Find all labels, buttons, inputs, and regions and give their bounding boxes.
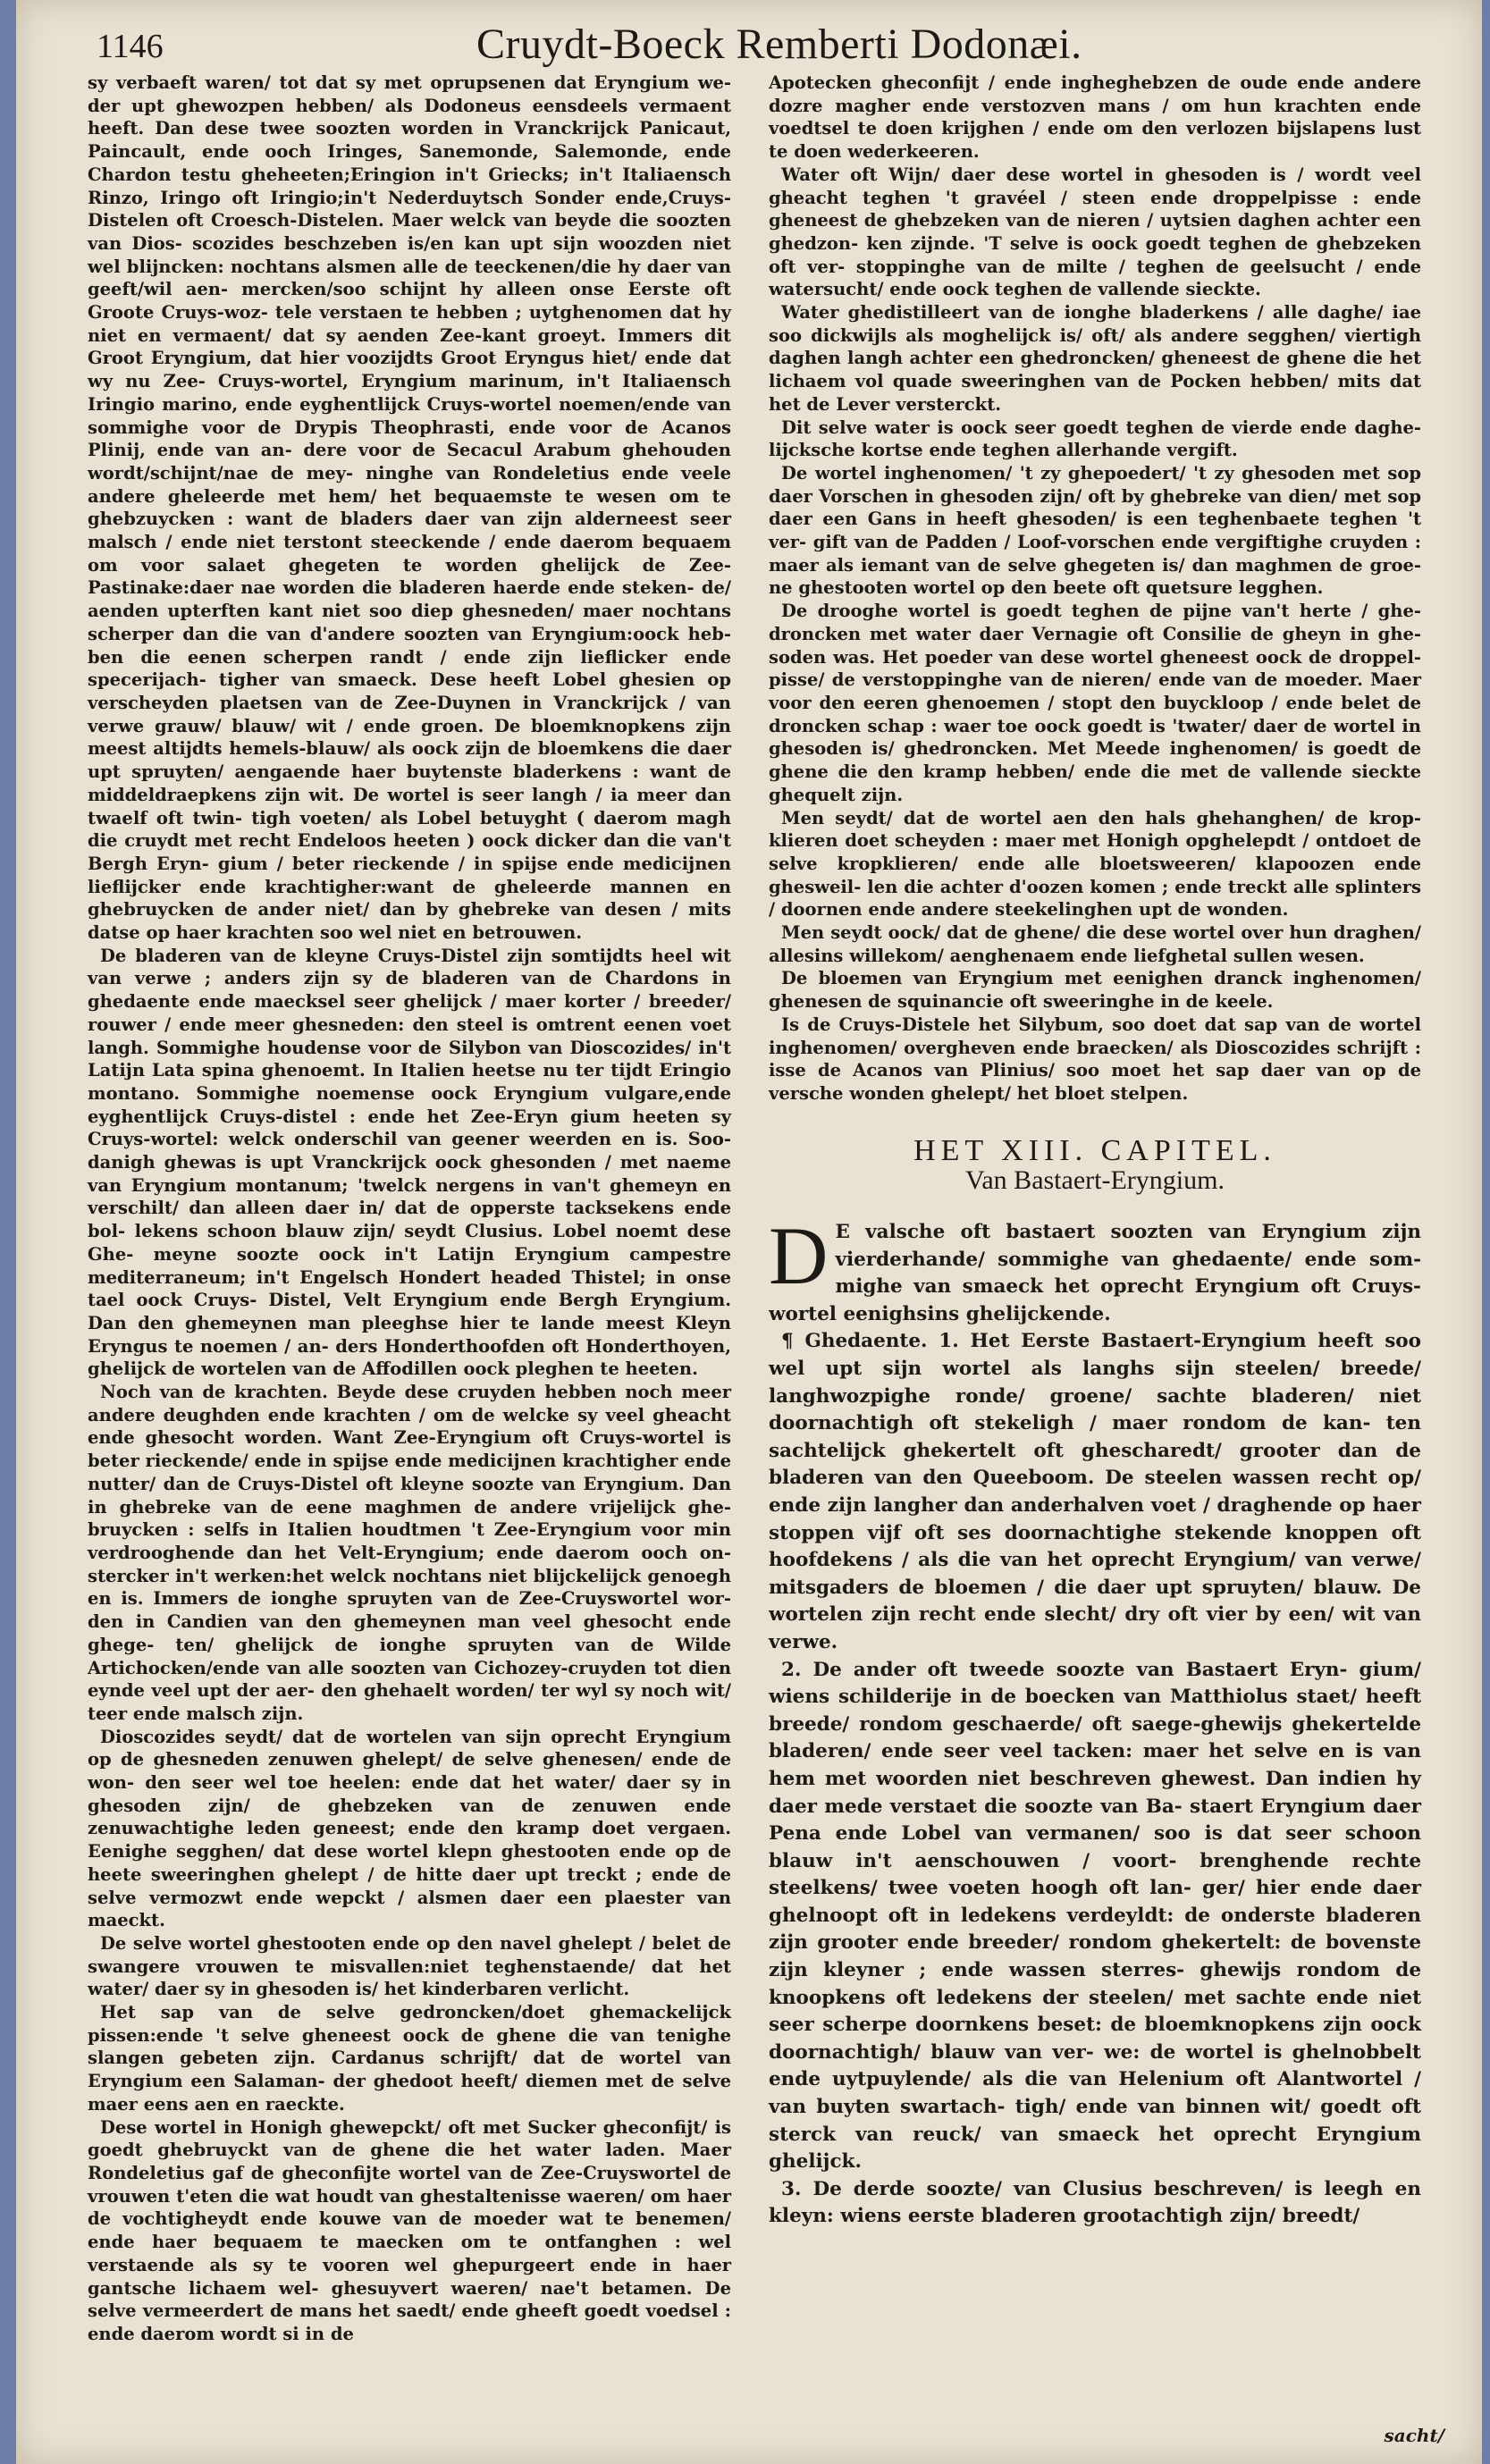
book-page <box>16 0 1482 2464</box>
intro-text: E valsche oft bastaert soozten van Eryngium zijn vierderhande/ sommighe van ghedaente/ ende som- mighe van smaeck het oprecht Eryngium oft Cruys- wortel eenighsins ghelijckende. <box>769 1221 1421 1325</box>
left-paragraph: Noch van de krachten. Beyde dese cruyden hebben noch meer andere deughden ende krachten / om de welcke sy veel gheacht ende ghesocht worden. Want Zee-Eryngium oft Cruys-wortel is beter rieckende/ ende in spijse ende medicijnen krachtigher ende nutter/ dan de Cruys-Distel oft kleyne soozte van Eryngium. Dan in ghebreke van de eene maghmen de andere vrijelijck ghe- bruycken : selfs in Italien houdtmen 't Zee-Eryngium voor min verdrooghende dan het Velt-Eryngium; ende daerom ooch on- stercker in't werken:het welck nochtans niet blijckelijck genoegh en is. Immers de ionghe spruyten van de Zee-Cruyswortel wor- den in Candien van den ghemeynen man veel ghesocht ende ghege- ten/ ghelijck de ionghe spruyten van de Wilde Artichocken/ende van alle soozten van Cichozey-cruyden tot dien eynde veel upt der aer- den ghehaelt worden/ ter wyl sy noch wit/ teer ende malsch zijn. <box>88 1382 731 1724</box>
drop-cap: D <box>769 1210 829 1302</box>
right-paragraph: De wortel inghenomen/ 't zy ghepoedert/ 't zy ghesoden met sop daer Vorschen in ghesoden zijn/ oft by ghebreke van dien/ met sop daer een Gans in heeft ghesoden/ is een teghenbaete teghen 't ver- gift van de Padden / Loof-vorschen ende vergiftighe cruyden : maer als iemant van de selve ghegeten is/ dan maghmen de groe- ne ghestooten wortel op den beete oft quetsure legghen. <box>769 462 1421 599</box>
right-paragraph: ¶ Ghedaente. 1. Het Eerste Bastaert-Eryngium heeft soo wel upt sijn wortel als langhs sijn steelen/ breede/ langhwozpighe ronde/ groene/ sachte bladeren/ niet doornachtigh oft stekeligh / maer rondom de kan- ten sachtelijck ghekertelt oft ghescharedt/ grooter dan de bladeren van den Queeboom. De steelen wassen recht op/ ende zijn langher dan anderhalven voet / draghende op haer stoppen vijf oft ses doornachtighe stekende knoppen oft hoofdekens / als die van het oprecht Eryngium/ van verwe/ mitsgaders de bloemen / die daer upt spruyten/ blauw. De wortelen zijn recht ende slecht/ dry oft vier by een/ wit van verwe. <box>769 1330 1421 1653</box>
page-number: 1146 <box>97 28 164 65</box>
right-paragraph: De drooghe wortel is goedt teghen de pijne van't herte / ghe- droncken met water daer Vernagie oft Consilie de gheyn in ghe- soden was. Het poeder van dese wortel gheneest oock de droppel- pisse/ de verstoppinghe van de nieren/ ende van de moeder. Maer voor den eeren ghenoemen / stopt den buyckloop / ende belet de droncken schap : waer toe oock goedt is 'twater/ daer de wortel in ghesoden is/ ghedroncken. Met Meede inghenomen/ is goedt de ghene die den kramp hebben/ ende die met de vallende sieckte ghequelt zijn. <box>769 601 1421 805</box>
right-paragraph: Men seydt oock/ dat de ghene/ die dese wortel over hun draghen/ allesins willekom/ aenghenaem ende liefghetal sullen wesen. <box>769 922 1421 966</box>
right-paragraph: Water oft Wijn/ daer dese wortel in ghesoden is / wordt veel gheacht teghen 't gravéel / steen ende droppelpisse : ende gheneest de ghebzeken van de nieren / uytsien daghen achter een ghedzon- ken zijnde. 'T selve is oock goedt teghen de ghebzeken oft ver- stoppinghe van de milte / teghen de geelsucht / ende watersucht/ ende oock teghen de vallende sieckte. <box>769 164 1421 300</box>
right-paragraph: Is de Cruys-Distele het Silybum, soo doet dat sap van de wortel inghenomen/ overgheven ende braecken/ als Dioscozides schrijft : isse de Acanos van Plinius/ soo moet het sap daer van op de versche wonden ghelept/ het bloet stelpen. <box>769 1013 1421 1104</box>
right-paragraph: Water ghedistilleert van de ionghe bladerkens / alle daghe/ iae soo dickwijls als moghelijck is/ oft/ als andere segghen/ viertigh daghen langh achter een ghedroncken/ gheneest de ghene die het lichaem vol quade sweeringhen van de Pocken hebben/ mits dat het de Lever versterckt. <box>769 302 1421 415</box>
chapter-heading: HET XIII. CAPITEL. <box>913 1133 1276 1167</box>
running-head: Cruydt-Boeck Remberti Dodonæi. <box>476 21 1082 68</box>
left-paragraph: Dioscozides seydt/ dat de wortelen van sijn oprecht Eryngium op de ghesneden zenuwen ghelept/ de selve ghenesen/ ende de won- den seer wel toe heelen: ende dat het water/ daer sy in ghesoden zijn/ de ghebzeken van de zenuwen ende zenuwachtighe leden geneest; ende den kramp doet vergaen. Eenighe segghen/ dat dese wortel klepn ghestooten ende op de heete sweeringhen ghelept / de hitte daer upt treckt ; ende de selve vermozwt ende wepckt / alsmen daer een plaester van maeckt. <box>88 1726 731 1931</box>
left-paragraph: De selve wortel ghestooten ende op den navel ghelept / belet de swangere vrouwen te misvallen:niet teghenstaende/ dat het water/ daer sy in ghesoden is/ het kinderbaren verlicht. <box>88 1932 731 2000</box>
chapter-intro <box>769 1210 1421 1328</box>
right-paragraph: 2. De ander oft tweede soozte van Bastaert Eryn- gium/ wiens schilderije in de boecken van Matthiolus staet/ heeft breede/ rondom geschaerde/ oft saege-ghewijs ghekertelde bladeren/ ende seer veel tacken: maer het selve en is van hem met woorden niet beschreven ghewest. Dan indien hy daer mede verstaet die soozte van Ba- staert Eryngium daer Pena ende Lobel van vermanen/ soo is dat seer schoon blauw in't aenschouwen / voort- brenghende rechte steelkens/ twee voeten hoogh oft lan- ger/ hier ende daer ghelnoopt oft in ledekens verdeyldt: de onderste bladeren zijn grooter ende breeder/ rondom ghekertelt: de bovenste zijn kleyner ; ende wassen sterres- ghewijs rondom de knoopkens oft ledekens der steelen/ met sachte ende niet seer scherpe doornkens beset: de bloemknopkens zijn oock doornachtigh/ blauw van ver- we: de wortel is ghelnobbelt ende uytpuylende/ als die van Helenium oft Alantwortel / van buyten swartach- tigh/ ende van binnen wit/ goedt oft sterck van reuck/ van smaeck het oprecht Eryngium ghelijck. <box>769 1658 1421 2174</box>
left-paragraph: Dese wortel in Honigh ghewepckt/ oft met Sucker gheconfijt/ is goedt ghebruyckt van de ghene die het water laden. Maer Rondeletius gaf de gheconfijte wortel van de Zee-Cruyswortel de vrouwen t'eten die wat houdt van ghestaltenisse waeren/ om haer de vochtigheydt ende kouwe van de moeder wat te benemen/ ende haer bequaem te maecken om te ontfanghen : wel verstaende als sy te vooren wel ghepurgeert ende in haer gantsche lichaem wel- ghesuyvert waeren/ nae't betamen. De selve vermeerdert de mans het saedt/ ende gheeft goedt voedsel : ende daerom wordt si in de <box>88 2116 731 2344</box>
left-paragraph: De bladeren van de kleyne Cruys-Distel zijn somtijdts heel wit van verwe ; anders zijn sy de bladeren van de Chardons in ghedaente ende maecksel seer ghelijck / maer korter / breeder/ rouwer / ende meer ghesneden: den steel is omtrent eenen voet langh. Sommighe houdense voor de Silybon van Dioscozides/ in't Latijn Lata spina ghenoemt. In Italien heetse nu ter tijdt Eringio montano. Sommighe noemense oock Eryngium vulgare,ende eyghentlijck Cruys-distel : ende het Zee-Eryn gium heeten sy Cruys-wortel: welck onderschil van geener weerden en is. Soo- danigh ghewas is upt Vranckrijck oock ghesonden / met naeme van Eryngium montanum; 'twelck nergens in van't ghemeyn en verschilt/ dan alleen daer in/ dat de opperste tacksekens ende bol- lekens schoon blauw zijn/ seydt Clusius. Lobel noemt dese Ghe- meyne soozte oock in't Latijn Eryngium campestre mediterraneum; in't Engelsch Hondert headed Thistel; in onse tael oock Cruys- Distel, Velt Eryngium ende Bergh Eryngium. Dan den ghemeynen man pleeghse hier te lande meest Kleyn Eryngus te noemen / an- ders Honderthoofden oft Honderthoyen, ghelijck de wortelen van de Affodillen oock pleghen te heeten. <box>88 945 731 1380</box>
right-column <box>769 71 1421 2231</box>
left-paragraph: Het sap van de selve gedroncken/doet ghemackelijck pissen:ende 't selve gheneest oock de ghene die van tenighe slangen gebeten zijn. Cardanus schrijft/ dat de wortel van Eryngium een Salaman- der ghedoot heeft/ diemen met de selve maer eens aen en raeckte. <box>88 2002 731 2115</box>
right-paragraph: De bloemen van Eryngium met eenighen dranck inghenomen/ ghenesen de squinancie oft sweeringhe in de keele. <box>769 968 1421 1013</box>
page-header <box>70 20 1464 71</box>
left-paragraph: sy verbaeft waren/ tot dat sy met oprupsenen dat Eryngium we- der upt ghewozpen hebben/ als Dodoneus eensdeels vermaent heeft. Dan dese twee soozten worden in Vranckrijck Panicaut, Paincault, ende ooch Iringes, Sanemonde, Salemonde, ende Chardon testu gheheeten;Eringion in't Griecks; in't Italiaensch Rinzo, Iringo oft Iringio;in't Nederduytsch Sonder ende,Cruys-Distelen oft Croesch-Distelen. Maer welck van beyde die soozten van Dios- scozides beschzeben is/en kan upt sijn woozden niet wel blijncken: nochtans alsmen alle de teeckenen/die hy daer van geeft/wil aen- mercken/soo schijnt hy alleen onse Eerste oft Groote Cruys-woz- tele verstaen te hebben ; uytghenomen dat hy niet en vermaent/ dat sy aenden Zee-kant groeyt. Immers dit Groot Eryngium, dat hier voozijdts Groot Eryngus hiet/ ende dat wy nu Zee- Cruys-wortel, Eryngium marinum, in't Italiaensch Iringio marino, ende eyghentlijck Cruys-wortel noemen/ende van sommighe voor de Drypis Theophrasti, ende voor de Acanos Plinij, ende van an- dere voor de Secacul Arabum ghehouden wordt/schijnt/nae de mey- ninghe van Rondeletius ende veele andere gheleerde met hem/ het bequaemste te wesen om te ghebzuycken : want de bladers daer van zijn alderneest seer malsch / ende niet terstont steeckende / ende daerom bequaem om voor salaet ghegeten te worden ghelijck de Zee-Pastinake:daer nae worden die bladeren haerde ende steken- de/ aenden upterften kant niet soo diep ghesneden/ maer nochtans scherper dan die van d'andere soozten van Eryngium:oock heb- ben die eenen scherpen randt / ende zijn lieflicker ende specerijach- tigher van smaeck. Dese heeft Lobel ghesien op verscheyden plaetsen van de Zee-Duynen in Vranckrijck / van verwe grauw/ blauw/ wit / ende groen. De bloemknopkens zijn meest altijdts hemels-blauw/ als oock zijn de bloemkens die daer upt spruyten/ aengaende haer buytenste bladerkens : want de middeldraepkens zijn wit. De wortel is seer langh / ia meer dan twaelf oft twin- tigh voeten/ als Lobel betuyght ( daerom magh die cruydt met recht Endeloos heeten ) oock dicker dan die van't Bergh Eryn- gium / beter rieckende / in spijse ende medicijnen lieflijcker ende krachtigher:want de gheleerde mannen en ghebruycken de ander niet/ dan by ghebreke van desen / mits datse op haer krachten soo wel niet en betrouwen. <box>88 72 731 944</box>
right-paragraph: 3. De derde soozte/ van Clusius beschreven/ is leegh en kleyn: wiens eerste bladeren grootachtigh zijn/ breedt/ <box>769 2177 1421 2228</box>
right-paragraph: Apotecken gheconfijt / ende ingheghebzen de oude ende andere dozre magher ende verstozven mans / om hun krachten ende voedtsel te doen krijghen / ende om den verlozen bijslapens lust te doen wederkeeren. <box>769 72 1421 163</box>
left-column <box>88 71 731 2346</box>
chapter-title: Van Bastaert-Eryngium. <box>965 1165 1225 1196</box>
right-paragraph: Men seydt/ dat de wortel aen den hals ghehanghen/ de krop- klieren doet scheyden : maer met Honigh opghelepdt / ontdoet de selve kropklieren/ ende alle bloetsweeren/ klapoozen ende ghesweil- len die achter d'oozen komen ; ende treckt alle splinters / doornen ende andere steekelinghen upt de wonden. <box>769 807 1421 921</box>
catchword: sacht/ <box>1384 2425 1444 2446</box>
right-paragraph: Dit selve water is oock seer goedt teghen de vierde ende daghe- lijcksche kortse ende teghen allerhande vergift. <box>769 416 1421 461</box>
